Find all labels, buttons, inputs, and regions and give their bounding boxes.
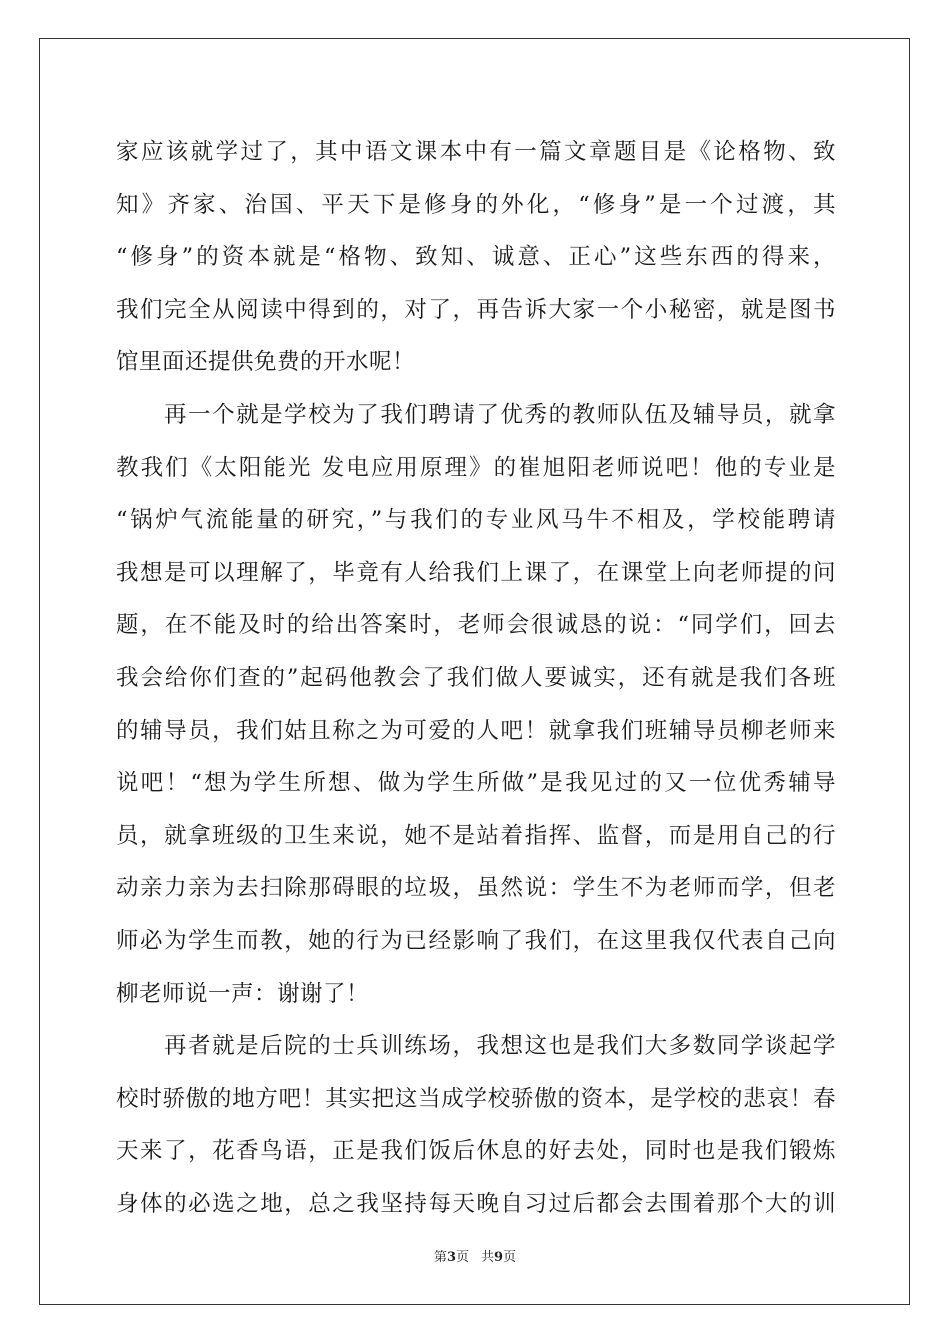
paragraph-line: 知》齐家、治国、平天下是修身的外化，“修身”是一个过渡，其 xyxy=(116,191,836,218)
paragraph-line: 柳老师说一声：谢谢了！ xyxy=(116,980,370,1007)
footer-total-pages: 9 xyxy=(494,1250,504,1265)
page-footer xyxy=(0,1246,950,1265)
footer-total-suffix: 页 xyxy=(503,1250,517,1265)
paragraph-line: 再一个就是学校为了我们聘请了优秀的教师队伍及辅导员，就拿 xyxy=(164,401,836,428)
paragraph-line: 员，就拿班级的卫生来说，她不是站着指挥、监督，而是用自己的行 xyxy=(116,822,836,849)
paragraph-line: 校时骄傲的地方吧！其实把这当成学校骄傲的资本，是学校的悲哀！春 xyxy=(116,1085,836,1112)
paragraph-line: 家应该就学过了，其中语文课本中有一篇文章题目是《论格物、致 xyxy=(116,139,836,165)
paragraph-line: 馆里面还提供免费的开水呢！ xyxy=(116,349,416,376)
paragraph-line: 题，在不能及时的给出答案时，老师会很诚恳的说：“同学们，回去 xyxy=(116,612,836,639)
paragraph-line: 再者就是后院的士兵训练场，我想这也是我们大多数同学谈起学 xyxy=(164,1033,836,1060)
paragraph-line: 我会给你们查的”起码他教会了我们做人要诚实，还有就是我们各班 xyxy=(116,664,836,691)
paragraph-line: “锅炉气流能量的研究，”与我们的专业风马牛不相及，学校能聘请 xyxy=(116,507,836,534)
paragraph-line: 身体的必选之地，总之我坚持每天晚自习过后都会去围着那个大的训 xyxy=(116,1190,836,1217)
paragraph-line: 说吧！“想为学生所想、做为学生所做”是我见过的又一位优秀辅导 xyxy=(116,770,836,797)
paragraph-line: 师必为学生而教，她的行为已经影响了我们，在这里我仅代表自己向 xyxy=(116,927,836,954)
paragraph-line: 动亲力亲为去扫除那碍眼的垃圾，虽然说：学生不为老师而学，但老 xyxy=(116,875,836,902)
paragraph-line: “修身”的资本就是“格物、致知、诚意、正心”这些东西的得来， xyxy=(116,244,836,271)
paragraph-line: 教我们《太阳能光 发电应用原理》的崔旭阳老师说吧！他的专业是 xyxy=(116,454,836,481)
paragraph-line: 的辅导员，我们姑且称之为可爱的人吧！就拿我们班辅导员柳老师来 xyxy=(116,717,836,744)
footer-page-prefix: 第 xyxy=(433,1250,447,1265)
document-body xyxy=(116,126,836,1230)
footer-page-number: 3 xyxy=(446,1250,456,1265)
paragraph-line: 天来了，花香鸟语，正是我们饭后休息的好去处，同时也是我们锻炼 xyxy=(116,1138,836,1165)
footer-total-prefix: 共 xyxy=(481,1250,495,1265)
paragraph-line: 我们完全从阅读中得到的，对了，再告诉大家一个小秘密，就是图书 xyxy=(116,296,836,323)
footer-page-suffix: 页 xyxy=(455,1250,469,1265)
paragraph-line: 我想是可以理解了，毕竟有人给我们上课了，在课堂上向老师提的问 xyxy=(116,559,836,586)
